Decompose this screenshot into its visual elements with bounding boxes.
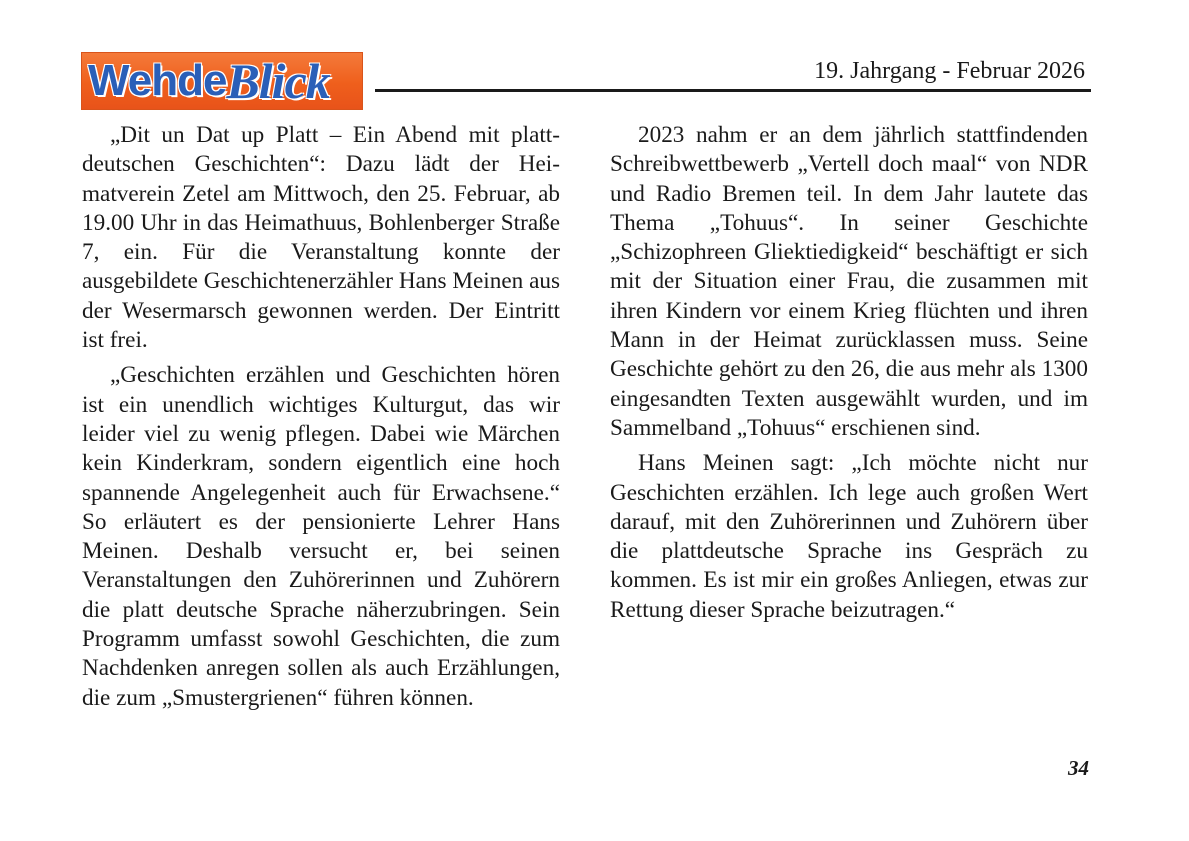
wehdeblick-logo [81,52,363,110]
paragraph-writing-contest: 2023 nahm er an dem jährlich stattfindenden Schreibwettbewerb „Vertell doch maal“ von NDR und Radio Bremen teil. In dem Jahr lautete das Thema „Tohuus“. In seiner Geschichte „Schizophreen Gliektiedigkeid“ beschäftigt er sich mit der Situation einer Frau, die zusammen mit ihren Kindern vor einem Krieg flüchten und ihren Mann in der Heimat zurücklassen muss. Seine Geschichte gehört zu den 26, die aus mehr als 1300 eingesandten Texten ausgewählt wurden, und im Sammelband „Tohuus“ erschienen sind. [610,122,1088,441]
paragraph-closing-quote: Hans Meinen sagt: „Ich möchte nicht nur Geschichten erzählen. Ich lege auch großen Wert darauf, mit den Zuhörerinnen und Zuhörern über die plattdeutsche Sprache ins Gespräch zu kommen. Es ist mir ein großes Anliegen, etwas zur Rettung dieser Sprache beizutragen.“ [610,450,1088,623]
page-number: 34 [1068,756,1089,780]
article-column-right [610,121,1088,631]
logo-text-blick: Blick [226,53,330,109]
header-rule [375,89,1091,92]
masthead [81,52,1091,112]
paragraph-event-announcement: „Dit un Dat up Platt – Ein Abend mit plattdeutschen Geschichten“: Dazu lädt der Heimatverein Zetel am Mittwoch, den 25. Februar, ab 19.00 Uhr in das Heimathuus, Bohlenberger Straße 7, ein. Für die Veranstaltung konnte der ausgebildete Geschichtenerzähler Hans Meinen aus der Wesermarsch gewonnen werden. Der Eintritt ist frei. [82,122,560,354]
issue-info: 19. Jahrgang - Februar 2026 [814,58,1085,84]
paragraph-storytelling-quote: „Geschichten erzählen und Geschichten hören ist ein unendlich wichtiges Kulturgut, das wir leider viel zu wenig pflegen. Dabei wie Märchen kein Kinderkram, sondern eigentlich eine hoch spannende Angelegenheit auch für Erwachsene.“ So erläutert es der pensionierte Lehrer Hans Meinen. Deshalb versucht er, bei seinen Veranstaltungen den Zuhörerinnen und Zuhörern die platt deutsche Sprache näherzubringen. Sein Programm umfasst sowohl Geschichten, die zum Nachdenken anregen sollen als auch Erzählungen, die zum „Smustergrienen“ führen können. [82,362,560,711]
article-column-left [82,121,560,719]
logo-text-wehde: Wehde [88,56,227,105]
